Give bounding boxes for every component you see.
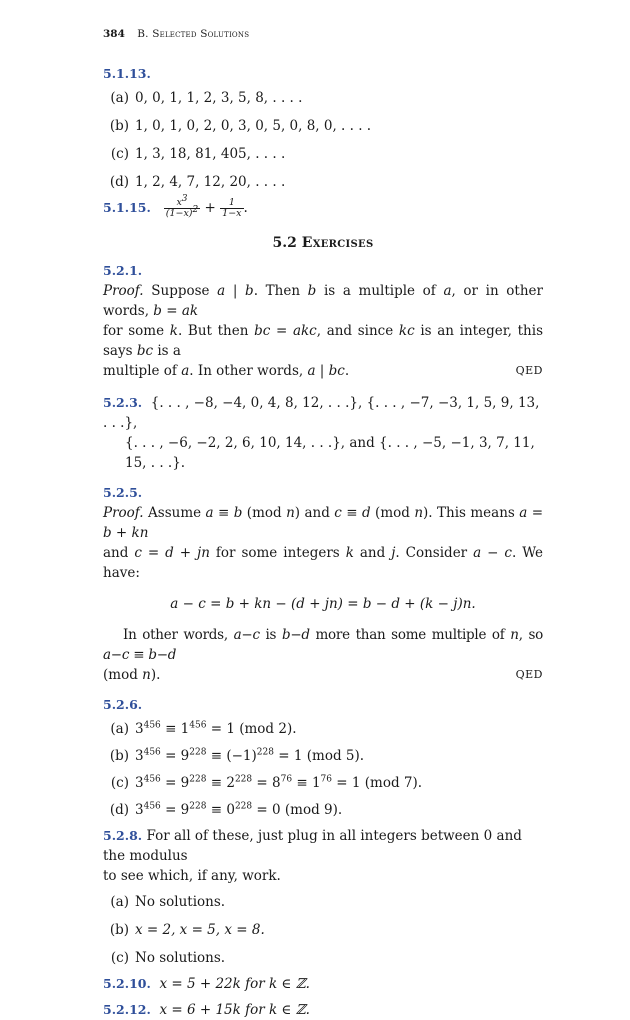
text: . We have:: [103, 545, 543, 581]
exercise-5-2-12: [103, 1000, 543, 1020]
fraction: [164, 193, 201, 219]
section-heading: [103, 233, 543, 253]
math: ≡ 1: [160, 721, 190, 737]
math: a: [217, 283, 226, 299]
exponent: 456: [143, 774, 161, 785]
fraction-numerator: 1: [220, 198, 243, 209]
exercise-5-2-8: [103, 826, 543, 886]
display-equation: a − c = b + kn − (d + jn) = b − d + (k − j)n.: [170, 596, 476, 612]
exercise-number: 5.2.6.: [103, 697, 143, 712]
exercise-5-1-15: [103, 193, 543, 219]
exponent: 456: [143, 801, 161, 812]
math: = 0 (mod 9).: [252, 802, 343, 818]
fraction: [220, 198, 243, 219]
math: = 9: [160, 802, 190, 818]
math: = 1 (mod 2).: [206, 721, 297, 737]
math: = 9: [160, 748, 190, 764]
math: 3: [135, 802, 144, 818]
exponent: 228: [234, 801, 253, 812]
text: (mod: [242, 505, 287, 521]
item-label: (c): [110, 950, 129, 966]
exponent: 3: [181, 193, 188, 204]
math: ≡ 1: [292, 775, 321, 791]
list-item: [103, 116, 543, 136]
math: 3: [135, 748, 144, 764]
math: a = b + kn: [103, 505, 544, 541]
exercise-number: 5.2.10.: [103, 976, 151, 991]
item-label: (a): [110, 90, 129, 106]
text: , and since: [316, 323, 399, 339]
item-text: 1, 2, 4, 7, 12, 20, . . . .: [135, 174, 286, 190]
math: a − c: [473, 545, 512, 561]
math: ≡ 2: [206, 775, 235, 791]
exponent: 76: [320, 774, 332, 785]
exercise-5-2-6: [103, 695, 543, 715]
item-text: 1, 0, 1, 0, 2, 0, 3, 0, 5, 0, 8, 0, . . . .: [135, 118, 372, 134]
text: (mod: [103, 667, 143, 683]
math: n: [510, 627, 519, 643]
exponent: 228: [189, 801, 207, 812]
list-item: [103, 920, 543, 940]
item-text: No solutions.: [135, 950, 226, 966]
math: a ≡ b: [205, 505, 243, 521]
exercise-number: 5.1.13.: [103, 66, 151, 81]
exponent: 456: [189, 720, 207, 731]
page-number: 384: [103, 28, 125, 40]
item-text: 1, 3, 18, 81, 405, . . . .: [135, 146, 286, 162]
math: ≡ (−1): [206, 748, 257, 764]
math: c = d + jn: [134, 545, 210, 561]
list-item: [103, 948, 543, 968]
math: 3: [135, 775, 144, 791]
fraction-denominator: 1−x: [222, 208, 242, 219]
text: more than some multiple of: [309, 627, 511, 643]
exercise-5-1-13-items: [103, 88, 543, 192]
qed-mark: QED: [515, 668, 543, 681]
item-label: (d): [109, 174, 129, 190]
text: is: [259, 627, 282, 643]
math: b = ak: [153, 303, 199, 319]
exercise-5-2-6-items: [103, 719, 543, 820]
text: is a: [153, 343, 181, 359]
item-text: No solutions.: [135, 894, 226, 910]
text: multiple of: [103, 363, 182, 379]
math: a−c: [233, 627, 260, 643]
math: a: [181, 363, 190, 379]
text: . Then: [253, 283, 308, 299]
exponent: 456: [143, 747, 161, 758]
text: ) and: [294, 505, 335, 521]
math: bc = akc: [254, 323, 317, 339]
text: for some: [103, 323, 170, 339]
running-header: [103, 28, 543, 42]
math: b: [245, 283, 254, 299]
section-number: 5.2: [272, 235, 297, 251]
math: ≡ 0: [206, 802, 235, 818]
period: .: [243, 200, 248, 216]
exercise-5-1-13: [103, 64, 543, 84]
math: n: [414, 505, 424, 521]
math: a: [443, 283, 452, 299]
exercise-5-2-1: [103, 261, 543, 381]
math: bc: [328, 363, 345, 379]
exponent: 456: [143, 720, 161, 731]
math: n: [142, 667, 151, 683]
list-item: [103, 144, 543, 164]
item-label: (c): [110, 146, 129, 162]
text: . But then: [177, 323, 255, 339]
text: and: [103, 545, 135, 561]
math: = 1 (mod 7).: [332, 775, 423, 791]
item-label: (b): [109, 748, 129, 764]
item-label: (b): [109, 922, 129, 938]
math: k: [345, 545, 354, 561]
item-text: x = 2, x = 5, x = 8.: [135, 922, 265, 938]
math: b: [307, 283, 317, 299]
text: In other words,: [123, 627, 234, 643]
text: . In other words,: [189, 363, 308, 379]
set-list-line: {. . . , −6, −2, 2, 6, 10, 14, . . .}, and {. . . , −5, −1, 3, 7, 11, 15, . . .}.: [125, 435, 535, 471]
list-item: [103, 800, 543, 820]
text: to see which, if any, work.: [103, 868, 281, 884]
text: Assume: [143, 505, 206, 521]
exercise-number: 5.1.15.: [103, 200, 151, 215]
math: c ≡ d: [334, 505, 371, 521]
math: n: [286, 505, 295, 521]
math: = 9: [160, 775, 190, 791]
proof-label: Proof.: [103, 505, 144, 521]
section-title: Exercises: [301, 235, 374, 251]
item-text: 0, 0, 1, 1, 2, 3, 5, 8, . . . .: [135, 90, 303, 106]
item-label: (a): [110, 721, 129, 737]
exercise-5-2-5: [103, 483, 543, 685]
text: |: [315, 363, 329, 379]
text: . Consider: [395, 545, 474, 561]
item-label: (c): [110, 775, 129, 791]
list-item: [103, 773, 543, 793]
list-item: [103, 746, 543, 766]
exercise-5-2-10: [103, 974, 543, 994]
math: kc: [398, 323, 415, 339]
math: a−c ≡ b−d: [103, 647, 177, 663]
math: = 1 (mod 5).: [273, 748, 365, 764]
exercise-5-2-3: [103, 393, 543, 473]
list-item: [103, 892, 543, 912]
exponent: 228: [189, 747, 207, 758]
list-item: [103, 719, 543, 739]
exercise-5-2-8-items: [103, 892, 543, 968]
exercise-number: 5.2.5.: [103, 485, 143, 500]
list-item: [103, 172, 543, 192]
exercise-number: 5.2.8.: [103, 828, 143, 843]
exponent: 228: [234, 774, 253, 785]
math: k: [169, 323, 178, 339]
math: a: [307, 363, 316, 379]
answer-text: x = 5 + 22k for k ∈ ℤ.: [159, 976, 310, 992]
text: is a multiple of: [316, 283, 444, 299]
text: ).: [150, 667, 161, 683]
fraction-numerator: x: [176, 197, 182, 208]
exercise-number: 5.2.3.: [103, 395, 143, 410]
item-label: (a): [110, 894, 129, 910]
text: and: [353, 545, 392, 561]
math: j: [391, 545, 396, 561]
text: , so: [518, 627, 544, 643]
math: = 8: [252, 775, 281, 791]
text: , or in other words,: [103, 283, 543, 319]
math: 3: [135, 721, 144, 737]
math: b−d: [281, 627, 310, 643]
item-label: (b): [109, 118, 129, 134]
text: ). This means: [423, 505, 520, 521]
running-title: B. Selected Solutions: [137, 28, 250, 40]
fraction-denominator: (1−x): [165, 208, 193, 219]
text: |: [225, 283, 246, 299]
list-item: [103, 88, 543, 108]
text: For all of these, just plug in all integers between 0 and the modulus: [103, 828, 522, 864]
set-list-line: {. . . , −8, −4, 0, 4, 8, 12, . . .}, {. . . , −7, −3, 1, 5, 9, 13, . . .},: [103, 395, 540, 431]
exponent: 76: [280, 774, 293, 785]
math: bc: [136, 343, 154, 359]
text: Suppose: [143, 283, 218, 299]
exercise-number: 5.2.1.: [103, 263, 143, 278]
answer-text: x = 6 + 15k for k ∈ ℤ.: [159, 1002, 310, 1018]
exponent: 2: [192, 204, 199, 215]
proof-label: Proof.: [103, 283, 144, 299]
plus-sign: +: [204, 200, 216, 216]
text: .: [344, 363, 350, 379]
qed-mark: QED: [515, 364, 543, 377]
text: for some integers: [209, 545, 346, 561]
page: [103, 28, 543, 1020]
exponent: 228: [256, 747, 274, 758]
exponent: 228: [189, 774, 207, 785]
text: (mod: [370, 505, 415, 521]
item-label: (d): [109, 802, 129, 818]
exercise-number: 5.2.12.: [103, 1002, 151, 1017]
text: is an integer, this says: [103, 323, 543, 359]
